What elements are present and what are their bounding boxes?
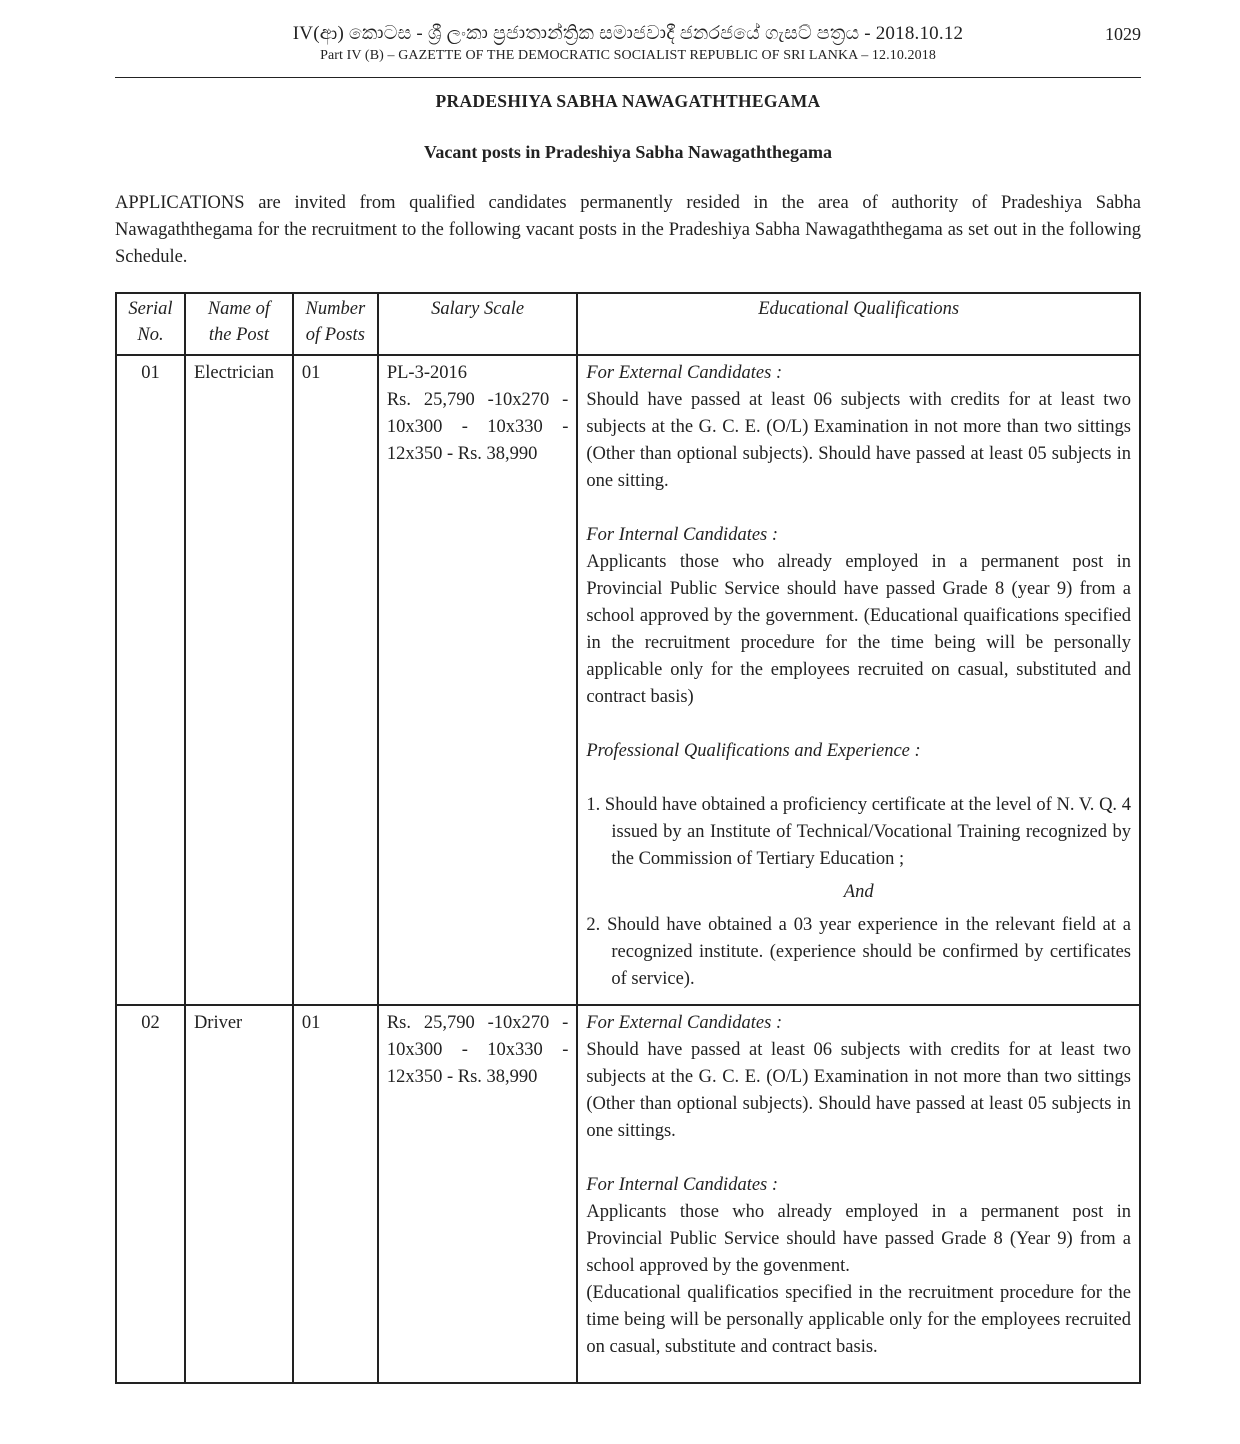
post-name-cell: Electrician xyxy=(185,355,293,1005)
and-connector: And xyxy=(843,882,874,902)
internal-candidates-heading: For Internal Candidates : xyxy=(586,1175,779,1195)
qualification-item-2: 2. Should have obtained a 03 year experience in the relevant field at a recognized institute. (experience should be confirmed by certificates of service). xyxy=(586,915,1131,989)
qualifications-cell xyxy=(577,1005,1140,1383)
post-count-cell: 01 xyxy=(293,355,378,1005)
qualifications-cell xyxy=(577,355,1140,1005)
salary-cell xyxy=(378,355,578,1005)
salary-scale: Rs. 25,790 -10x270 - 10x300 - 10x330 - 12x350 - Rs. 38,990 xyxy=(386,1013,569,1087)
qualification-item-1: 1. Should have obtained a proficiency certificate at the level of N. V. Q. 4 issued by an Institute of Technical/Vocational Training recognized by the Commission of Tertiary Education ; xyxy=(586,795,1131,869)
salary-cell xyxy=(378,1005,578,1383)
external-candidates-heading: For External Candidates : xyxy=(586,1013,783,1033)
header-educational-qualifications: Educational Qualifications xyxy=(577,293,1140,355)
internal-candidates-note: (Educational qualificatios specified in the recruitment procedure for the time being will be personally applicable only for the employees recruited on casual, substitute and contract basis. xyxy=(586,1283,1131,1357)
page-number: 1029 xyxy=(1105,24,1141,44)
header-number-of-posts: Number of Posts xyxy=(293,293,378,355)
notice-title: Vacant posts in Pradeshiya Sabha Nawagaththegama xyxy=(424,142,832,162)
table-row xyxy=(116,1005,1140,1383)
salary-scale: Rs. 25,790 -10x270 - 10x300 - 10x330 - 12x350 - Rs. 38,990 xyxy=(386,390,569,464)
post-count-cell: 01 xyxy=(293,1005,378,1383)
header-english-line: Part IV (B) – GAZETTE OF THE DEMOCRATIC SOCIALIST REPUBLIC OF SRI LANKA – 12.10.2018 xyxy=(320,48,936,63)
external-candidates-text: Should have passed at least 06 subjects with credits for at least two subjects at the G. C. E. (O/L) Examination in not more than two sittings (Other than optional subjects). Should have passed at least 05 subjects in one sitting. xyxy=(586,390,1131,491)
external-candidates-text: Should have passed at least 06 subjects with credits for at least two subjects at the G. C. E. (O/L) Examination in not more than two sittings (Other than optional subjects). Should have passed at least 05 subjects in one sittings. xyxy=(586,1040,1131,1141)
gazette-header xyxy=(115,22,1141,66)
salary-code: PL-3-2016 xyxy=(386,363,467,383)
internal-candidates-text: Applicants those who already employed in a permanent post in Provincial Public Service should have passed Grade 8 (year 9) from a school approved by the government. (Educational quaifications specified in the recruitment procedure for the time being will be personally applicable only for the employees recruited on casual, substituted and contract basis) xyxy=(586,552,1131,707)
header-post-name: Name of the Post xyxy=(185,293,293,355)
internal-candidates-heading: For Internal Candidates : xyxy=(586,525,779,545)
external-candidates-heading: For External Candidates : xyxy=(586,363,783,383)
serial-cell: 01 xyxy=(116,355,185,1005)
table-row xyxy=(116,355,1140,1005)
serial-cell: 02 xyxy=(116,1005,185,1383)
post-name-cell: Driver xyxy=(185,1005,293,1383)
header-rule xyxy=(115,77,1141,78)
intro-paragraph: APPLICATIONS are invited from qualified candidates permanently resided in the area of authority of Pradeshiya Sabha Nawagaththegama for the recruitment to the following vacant posts in the Pradeshiya Sabha Nawagaththegama as set out in the following Schedule. xyxy=(115,193,1141,267)
vacancy-schedule-table xyxy=(115,292,1141,1384)
header-salary-scale: Salary Scale xyxy=(378,293,578,355)
header-sinhala-line: IV(ආ) කොටස - ශ්‍රී ලංකා ප්‍රජාතාන්ත්‍රික සමාජවාදී ජනරජයේ ගැසට් පත්‍රය - 2018.10.12 xyxy=(292,23,964,44)
header-serial-no: Serial No. xyxy=(116,293,185,355)
table-header-row xyxy=(116,293,1140,355)
professional-qualifications-heading: Professional Qualifications and Experience : xyxy=(586,741,921,761)
organization-title: PRADESHIYA SABHA NAWAGATHTHEGAMA xyxy=(435,91,821,111)
internal-candidates-text: Applicants those who already employed in a permanent post in Provincial Public Service should have passed Grade 8 (Year 9) from a school approved by the govenment. xyxy=(586,1202,1131,1276)
